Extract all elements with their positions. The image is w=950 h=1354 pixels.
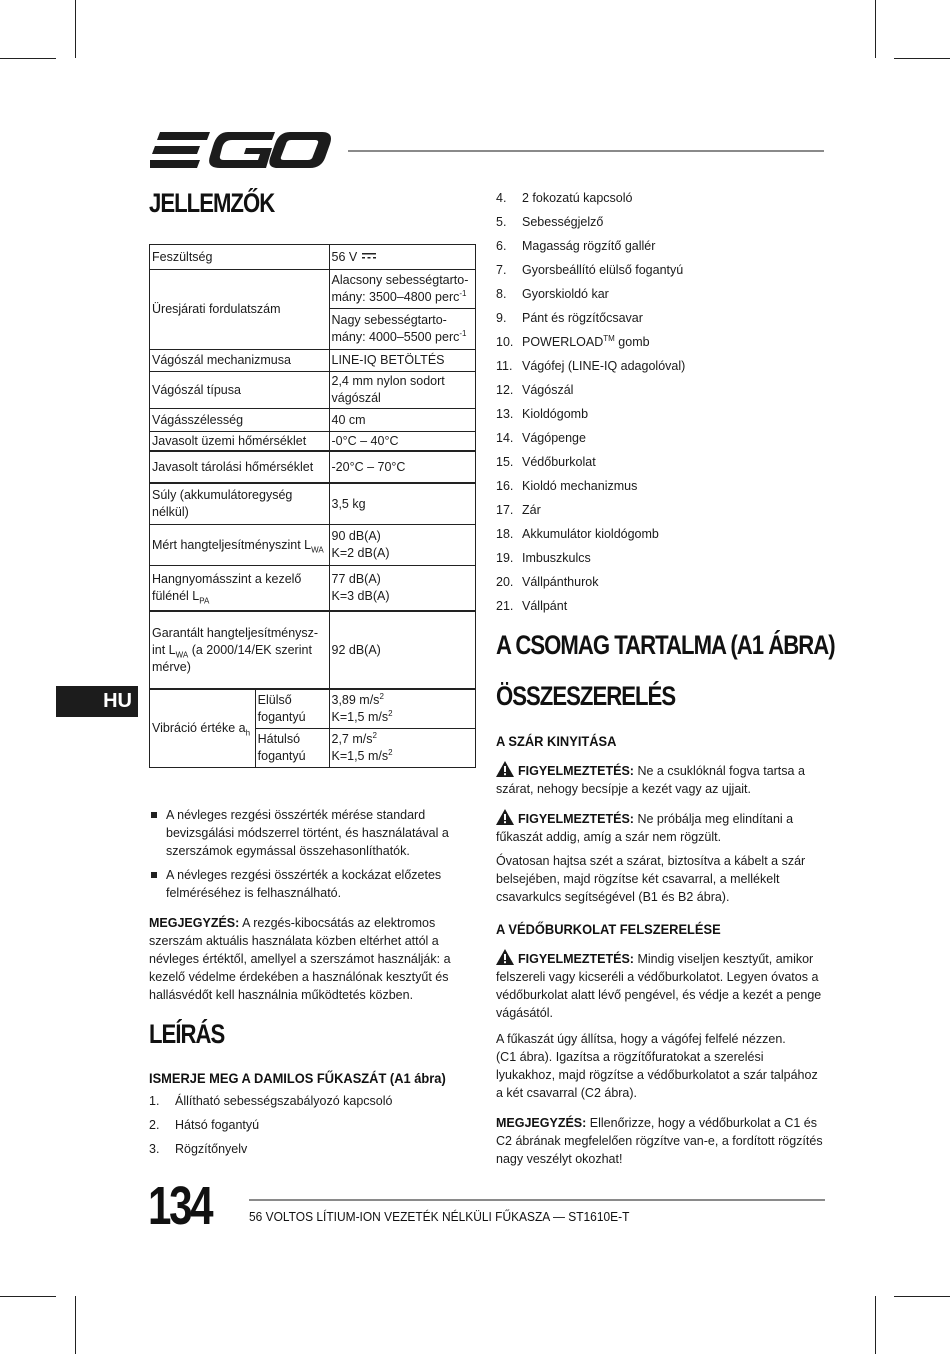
- item-text: Kioldógomb: [522, 407, 589, 421]
- header-rule: [348, 150, 824, 152]
- item-number: 3.: [149, 1142, 160, 1156]
- guard-install-title: A VÉDŐBURKOLAT FELSZERELÉSE: [496, 921, 721, 937]
- spec-label: fülénél L: [152, 589, 200, 603]
- list-item: [149, 1142, 247, 1156]
- list-item: [496, 383, 573, 397]
- list-item: [149, 1118, 259, 1132]
- spec-label: Vágásszélesség: [152, 412, 244, 427]
- table-row: [150, 270, 476, 309]
- item-number: 15.: [496, 455, 514, 469]
- item-number: 1.: [149, 1094, 160, 1108]
- item-text: Vállpánthurok: [522, 575, 599, 589]
- spec-label: Garantált hangteljesítménysz-: [152, 625, 319, 640]
- spec-value: Alacsony sebességtarto-: [331, 273, 469, 287]
- list-item: [496, 551, 591, 565]
- spec-label: Elülső: [257, 693, 292, 707]
- unit-sup: -1: [459, 288, 467, 298]
- spec-label: nélkül): [152, 505, 189, 519]
- item-text: Állítható sebességszabályozó kapcsoló: [175, 1094, 393, 1108]
- item-text: Imbuszkulcs: [522, 551, 591, 565]
- guard-paragraph-text: (C1 ábra). Igazítsa a rögzítőfuratokat a szerelési lyukakhoz, majd rögzítse a védőburkolatot a szár talpához a két csavarral (C2 ábra).: [496, 1050, 818, 1100]
- warning-triangle-icon: [496, 809, 514, 825]
- item-text: Vágófej (LINE-IQ adagolóval): [522, 359, 686, 373]
- guard-paragraph-line: A fűkaszát úgy állítsa, hogy a vágófej felfelé nézzen.: [496, 1032, 786, 1046]
- item-number: 13.: [496, 407, 514, 421]
- spec-value: K=2 dB(A): [331, 546, 390, 560]
- item-number: 7.: [496, 263, 507, 277]
- bullet-text: A névleges rezgési összérték a kockázat előzetes felméréséhez is felhasználható.: [166, 868, 442, 900]
- spec-value: K=1,5 m/s: [331, 710, 389, 724]
- language-tab: HU: [56, 686, 138, 717]
- item-number: 12.: [496, 383, 514, 397]
- description-title: LEÍRÁS: [149, 1019, 225, 1049]
- spec-label: Feszültség: [152, 249, 213, 264]
- warning-label: FIGYELMEZTETÉS:: [518, 812, 634, 826]
- item-text: Vállpánt: [522, 599, 568, 613]
- spec-label: Súly (akkumulátoregység: [152, 488, 293, 502]
- square-bullet-icon: [151, 872, 157, 878]
- item-text: Kioldó mechanizmus: [522, 479, 638, 493]
- label-sub: WA: [311, 545, 324, 554]
- warning-triangle-icon: [496, 949, 514, 965]
- table-row: [150, 350, 476, 372]
- crop-mark: [875, 0, 876, 58]
- unit-sup: 2: [388, 747, 393, 757]
- item-number: 16.: [496, 479, 514, 493]
- guard-paragraph: [496, 1030, 826, 1102]
- unit-sup: 2: [372, 730, 377, 740]
- note-text: A rezgés-kibocsátás az elektromos szerszám aktuális használata közben eltérhet attól a névleges értéktől, amellyel a szerszámot használják: a kezelő védelme érdekében a használónak kesztyűt és hallásvédőt kell használnia működtetés közben.: [149, 916, 451, 1002]
- spec-label: Vágószál mechanizmusa: [152, 353, 291, 367]
- warning-label: FIGYELMEZTETÉS:: [518, 952, 634, 966]
- unfold-paragraph: Óvatosan hajtsa szét a szárat, biztosítva a kábelt a szár belsejében, majd rögzítse két csavarral, a mellékelt csavarkulcs segítségével (B1 és B2 ábra).: [496, 854, 806, 904]
- spec-value: 3,5 kg: [331, 496, 366, 511]
- vibration-note: [149, 914, 479, 1004]
- crop-mark: [894, 58, 950, 59]
- item-text: Zár: [522, 503, 541, 517]
- unit-sup: 2: [388, 708, 393, 718]
- list-item: [496, 575, 598, 589]
- note-label: MEGJEGYZÉS:: [149, 916, 240, 930]
- list-item: [496, 455, 596, 469]
- spec-value: 56 V: [331, 249, 358, 264]
- warning-text: Ne próbálja meg elindítani a fűkaszát addig, amíg a szár nem rögzült.: [496, 812, 794, 844]
- note-label: MEGJEGYZÉS:: [496, 1116, 587, 1130]
- label-sub: WA: [175, 650, 189, 659]
- table-row: [150, 483, 476, 525]
- table-row: [150, 372, 476, 409]
- table-row: [150, 409, 476, 432]
- item-text: Akkumulátor kioldógomb: [522, 527, 659, 541]
- list-item: [149, 806, 479, 860]
- list-item: [496, 503, 541, 517]
- list-item: [496, 479, 637, 493]
- list-item: [149, 1094, 393, 1108]
- item-number: 20.: [496, 575, 514, 589]
- list-item: [496, 431, 586, 445]
- spec-label: (a 2000/14/EK szerint: [188, 642, 312, 657]
- spec-value: K=3 dB(A): [331, 589, 390, 603]
- label-sub: PA: [199, 596, 210, 606]
- list-item: [496, 215, 603, 229]
- spec-label: Üresjárati fordulatszám: [152, 302, 281, 316]
- warning-triangle-icon: [496, 761, 514, 777]
- list-item: [496, 311, 643, 325]
- item-number: 8.: [496, 287, 507, 301]
- guard-note: [496, 1114, 826, 1168]
- unit-sup: -1: [459, 328, 467, 338]
- footer-rule: [249, 1199, 825, 1201]
- item-text: Rögzítőnyelv: [175, 1142, 248, 1156]
- table-row: [150, 245, 476, 270]
- crop-mark: [75, 1296, 76, 1354]
- item-number: 9.: [496, 311, 507, 325]
- spec-label: fogantyú: [257, 710, 306, 724]
- item-text: 2 fokozatú kapcsoló: [522, 191, 633, 205]
- item-text: Vágópenge: [522, 431, 586, 445]
- spec-value: -0°C – 40°C: [331, 433, 399, 448]
- spec-value: -20°C – 70°C: [331, 459, 406, 474]
- warning-label: FIGYELMEZTETÉS:: [518, 764, 634, 778]
- footer-title: 56 VOLTOS LÍTIUM-ION VEZETÉK NÉLKÜLI FŰKASZA — ST1610E-T: [249, 1209, 630, 1224]
- crop-mark: [894, 1296, 950, 1297]
- crop-mark: [75, 0, 76, 58]
- spec-label: int L: [152, 642, 176, 657]
- list-item: [496, 263, 683, 277]
- spec-label: Hátulsó: [257, 732, 301, 746]
- list-item: [496, 191, 633, 205]
- bullet-list: [149, 806, 479, 908]
- table-row: [150, 611, 476, 689]
- crop-mark: [875, 1296, 876, 1354]
- item-text: Pánt és rögzítőcsavar: [522, 311, 643, 325]
- spec-value: Nagy sebességtarto-: [331, 313, 447, 327]
- spec-value: 3,89 m/s: [331, 693, 380, 707]
- know-your-trimmer-title: ISMERJE MEG A DAMILOS FŰKASZÁT (A1 ábra): [149, 1070, 446, 1086]
- spec-label: Javasolt tárolási hőmérséklet: [152, 459, 314, 474]
- item-number: 18.: [496, 527, 514, 541]
- warning-3: [496, 949, 826, 1022]
- spec-value: 92 dB(A): [331, 642, 381, 657]
- item-number: 10.: [496, 335, 514, 349]
- item-number: 17.: [496, 503, 514, 517]
- spec-value: mány: 3500–4800 perc: [331, 290, 460, 304]
- item-number: 6.: [496, 239, 507, 253]
- spec-value: mány: 4000–5500 perc: [331, 330, 460, 344]
- spec-value: K=1,5 m/s: [331, 749, 389, 763]
- item-number: 11.: [496, 359, 513, 373]
- assembly-title: ÖSSZESZERELÉS: [496, 681, 676, 711]
- list-item: [496, 239, 655, 253]
- item-text: Hátsó fogantyú: [175, 1118, 260, 1132]
- item-number: 14.: [496, 431, 514, 445]
- spec-value: 90 dB(A): [331, 529, 381, 543]
- unfold-shaft-title: A SZÁR KINYITÁSA: [496, 733, 617, 749]
- table-row: [150, 566, 476, 612]
- spec-label: Vágószál típusa: [152, 382, 241, 397]
- list-item: [496, 287, 609, 301]
- spec-label: Javasolt üzemi hőmérséklet: [152, 433, 307, 448]
- list-item: [149, 866, 479, 902]
- package-contents-title: A CSOMAG TARTALMA (A1 ÁBRA): [496, 630, 835, 660]
- item-text: Vágószál: [522, 383, 574, 397]
- spec-value: 40 cm: [331, 412, 366, 427]
- spec-value: 77 dB(A): [331, 572, 381, 586]
- table-row: [150, 432, 476, 452]
- item-text: gomb: [614, 335, 650, 349]
- item-number: 5.: [496, 215, 507, 229]
- warning-text: Ne a csuklóknál fogva tartsa a szárat, nehogy becsípje a kezét vagy az ujjait.: [496, 764, 805, 796]
- list-item: [496, 599, 567, 613]
- trademark-sup: TM: [603, 333, 615, 343]
- item-number: 2.: [149, 1118, 160, 1132]
- table-row: [150, 689, 476, 729]
- spec-label: Mért hangteljesítményszint L: [152, 537, 312, 552]
- label-sub: h: [245, 728, 251, 738]
- crop-mark: [0, 58, 56, 59]
- spec-label: Vibráció értéke a: [152, 721, 246, 735]
- item-text: Gyorskioldó kar: [522, 287, 609, 301]
- list-item: [496, 335, 650, 349]
- features-title: JELLEMZŐK: [149, 188, 275, 218]
- item-text: Gyorsbeállító elülső fogantyú: [522, 263, 684, 277]
- unit-sup: 2: [379, 691, 384, 701]
- dc-symbol-icon: [361, 252, 377, 260]
- item-text: POWERLOAD: [522, 335, 604, 349]
- crop-mark: [0, 1296, 56, 1297]
- spec-value: vágószál: [331, 391, 381, 405]
- item-text: Sebességjelző: [522, 215, 604, 229]
- warning-2: [496, 809, 826, 846]
- spec-label: mérve): [152, 659, 191, 674]
- warning-1: [496, 761, 826, 798]
- warning-text: Mindig viseljen kesztyűt, amikor felszereli vagy kicseréli a védőburkolatot. Legyen óvatos a védőburkolat alatt lévő pengével, és védje a kezét a penge vágásától.: [496, 952, 822, 1020]
- list-item: [496, 407, 588, 421]
- spec-table: [149, 244, 476, 768]
- spec-label: fogantyú: [257, 749, 306, 763]
- spec-value: LINE-IQ BETÖLTÉS: [331, 353, 445, 367]
- spec-value: 2,4 mm nylon sodort: [331, 374, 445, 388]
- note-text: Ellenőrizze, hogy a védőburkolat a C1 és C2 ábrának megfelelően rögzítve van-e, a fordított rögzítés nagy veszélyt okozhat!: [496, 1116, 823, 1166]
- square-bullet-icon: [151, 812, 157, 818]
- ego-logo: [150, 128, 332, 174]
- item-number: 21.: [496, 599, 514, 613]
- item-text: Magasság rögzítő gallér: [522, 239, 656, 253]
- page-number: 134: [148, 1176, 212, 1236]
- bullet-text: A névleges rezgési összérték mérése standard bevizsgálási módszerrel történt, és használatával a szerszámok egymással összehasonlíthatók.: [166, 808, 449, 858]
- table-row: [150, 525, 476, 566]
- item-number: 4.: [496, 191, 507, 205]
- item-number: 19.: [496, 551, 514, 565]
- table-row: [150, 451, 476, 483]
- item-text: Védőburkolat: [522, 455, 596, 469]
- spec-label: Hangnyomásszint a kezelő: [152, 572, 302, 586]
- list-item: [496, 359, 685, 373]
- spec-value: 2,7 m/s: [331, 732, 373, 746]
- list-item: [496, 527, 659, 541]
